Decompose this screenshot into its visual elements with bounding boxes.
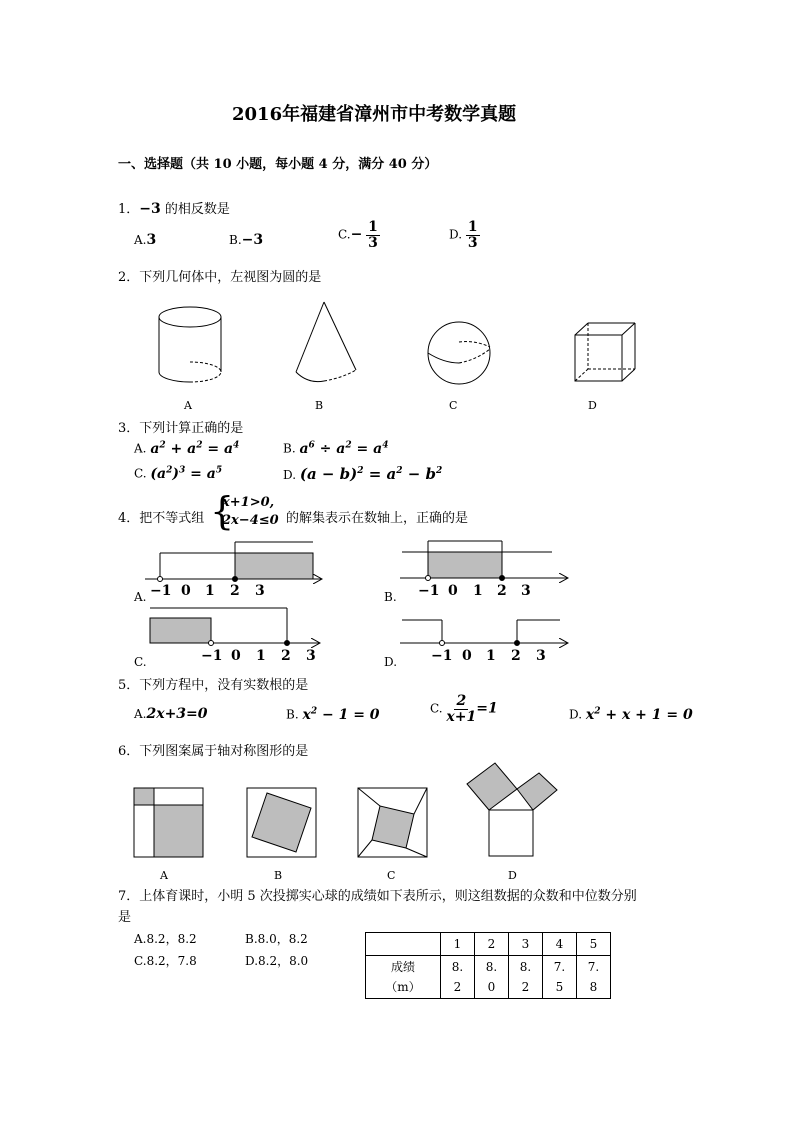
q4-d-tick-0: 0 [462, 648, 472, 664]
q1-option-a-letter: A. [134, 233, 147, 247]
q4-a-tick-2: 2 [230, 583, 240, 599]
table-row [366, 956, 611, 999]
table-header-cell: 3 [509, 933, 543, 956]
question-7-stem-line1: 7．上体育课时，小明 5 次投掷实心球的成绩如下表所示，则这组数据的众数和中位数分别 [118, 889, 637, 904]
q6-label-d[interactable]: D [508, 869, 517, 882]
table-cell: 8. 2 [441, 956, 475, 999]
q5-option-d[interactable]: D. $x^2 + x + 1 = 0$ [569, 706, 693, 723]
pattern-b [247, 788, 316, 857]
q4-d-tick-neg1: −1 [431, 648, 453, 664]
q1-stem-text: 的相反数是 [160, 202, 230, 217]
q3-option-d[interactable]: D. $(a - b)^2 = a^2 - b^2$ [283, 465, 443, 483]
q4-stem-pre: 4．把不等式组 [118, 511, 205, 526]
q6-label-a[interactable]: A [160, 869, 168, 882]
q1-option-d-letter: D. [449, 227, 463, 242]
q5-option-c-denominator: x+1 [446, 708, 477, 725]
table-header-cell: 2 [475, 933, 509, 956]
q4-c-tick-0: 0 [231, 648, 241, 664]
question-3-stem: 3．下列计算正确的是 [118, 421, 244, 436]
q4-option-b-label[interactable]: B. [384, 590, 397, 604]
pattern-c [358, 788, 427, 857]
q1-option-a-value: 3 [146, 232, 157, 248]
q6-label-c[interactable]: C [387, 869, 396, 882]
q4-c-tick-3: 3 [306, 648, 316, 664]
question-2-stem: 2．下列几何体中，左视图为圆的是 [118, 270, 322, 285]
q4-d-tick-2: 2 [511, 648, 521, 664]
q4-a-tick-0: 0 [181, 583, 191, 599]
table-corner-cell [366, 933, 441, 956]
pattern-d [467, 763, 557, 856]
q3-option-c-letter: C. [134, 466, 147, 481]
q1-number: 1． [118, 202, 140, 217]
q2-label-b[interactable]: B [315, 399, 324, 412]
q3-option-b-letter: B. [283, 441, 296, 456]
q1-option-c-letter: C. [338, 227, 351, 242]
q4-option-c-label[interactable]: C. [134, 655, 147, 669]
q4-d-tick-1: 1 [486, 648, 496, 664]
table-row [366, 933, 611, 956]
q6-label-b[interactable]: B [274, 869, 283, 882]
pattern-a [134, 788, 203, 857]
q3-option-a[interactable]: A. $a^2 + a^2 = a^4$ [134, 440, 240, 457]
table-row-label [366, 956, 441, 999]
question-5-stem: 5．下列方程中，没有实数根的是 [118, 678, 309, 693]
q4-a-tick-1: 1 [205, 583, 215, 599]
table-cell: 7. 5 [543, 956, 577, 999]
q4-d-tick-3: 3 [536, 648, 546, 664]
table-cell: 8. 0 [475, 956, 509, 999]
q4-brace: { [210, 489, 235, 533]
table-cell: 7. 8 [577, 956, 611, 999]
q4-c-tick-neg1: −1 [201, 648, 223, 664]
q5-option-a-letter: A. [134, 707, 147, 721]
q4-inequality-2: 2x−4≤0 [222, 513, 279, 528]
page-title: 2016年福建省漳州市中考数学真题 [232, 104, 517, 125]
q1-value: −3 [139, 201, 161, 217]
q1-option-d-numerator: 1 [467, 219, 478, 235]
q5-option-a-value: 2x+3=0 [146, 706, 208, 722]
q4-b-tick-1: 1 [473, 583, 483, 599]
q5-option-c-rhs: =1 [476, 700, 498, 717]
q1-option-c-denominator: 3 [368, 234, 378, 251]
q4-c-tick-1: 1 [256, 648, 266, 664]
q2-label-c[interactable]: C [449, 399, 458, 412]
q4-inequality-1: x+1>0, [222, 495, 275, 510]
q4-option-a-label[interactable]: A. [134, 590, 147, 604]
q3-option-d-letter: D. [283, 468, 297, 482]
q1-option-b-letter: B. [229, 233, 242, 247]
row-label-line2: （m） [385, 980, 421, 994]
q4-b-tick-3: 3 [521, 583, 531, 599]
section-heading: 一、选择题（共 10 小题，每小题 4 分，满分 40 分） [118, 157, 438, 172]
q7-option-d[interactable]: D.8.2，8.0 [245, 954, 309, 968]
q1-option-d-denominator: 3 [467, 234, 478, 251]
q4-a-tick-3: 3 [255, 583, 265, 599]
q3-option-a-letter: A. [134, 441, 147, 456]
table-header-cell: 5 [577, 933, 611, 956]
q7-option-a[interactable]: A.8.2，8.2 [134, 932, 197, 946]
q2-label-a[interactable]: A [184, 399, 192, 412]
q4-b-tick-neg1: −1 [418, 583, 440, 599]
q3-option-c[interactable]: C. $(a^2)^3 = a^5$ [134, 465, 223, 482]
q4-c-tick-2: 2 [281, 648, 291, 664]
q4-b-tick-0: 0 [448, 583, 458, 599]
q4-b-tick-2: 2 [497, 583, 507, 599]
q7-option-c[interactable]: C.8.2，7.8 [134, 954, 197, 968]
table-header-cell: 1 [441, 933, 475, 956]
q4-stem-post: 的解集表示在数轴上，正确的是 [286, 511, 469, 526]
q1-option-b-value: −3 [241, 232, 264, 248]
q5-option-d-letter: D. [569, 707, 583, 722]
q2-label-d[interactable]: D [588, 399, 597, 412]
q7-score-table [365, 932, 611, 999]
q5-option-b[interactable]: B. $x^2 - 1 = 0$ [286, 706, 380, 723]
q1-option-c-numerator: 1 [368, 219, 378, 235]
q5-option-c-numerator: 2 [456, 693, 467, 709]
q5-option-b-letter: B. [286, 707, 299, 722]
q4-a-tick-neg1: −1 [150, 583, 172, 599]
q4-option-d-label[interactable]: D. [384, 655, 398, 669]
question-6-stem: 6．下列图案属于轴对称图形的是 [118, 744, 309, 759]
q5-option-c-letter: C. [430, 701, 443, 716]
q7-option-b[interactable]: B.8.0，8.2 [245, 932, 308, 946]
row-label-line1: 成绩 [390, 960, 415, 974]
q3-option-b[interactable]: B. $a^6 \div a^2 = a^4$ [283, 440, 389, 457]
question-7-stem-line2: 是 [118, 910, 132, 925]
table-header-cell: 4 [543, 933, 577, 956]
q1-option-c-sign: − [350, 226, 363, 243]
table-cell: 8. 2 [509, 956, 543, 999]
